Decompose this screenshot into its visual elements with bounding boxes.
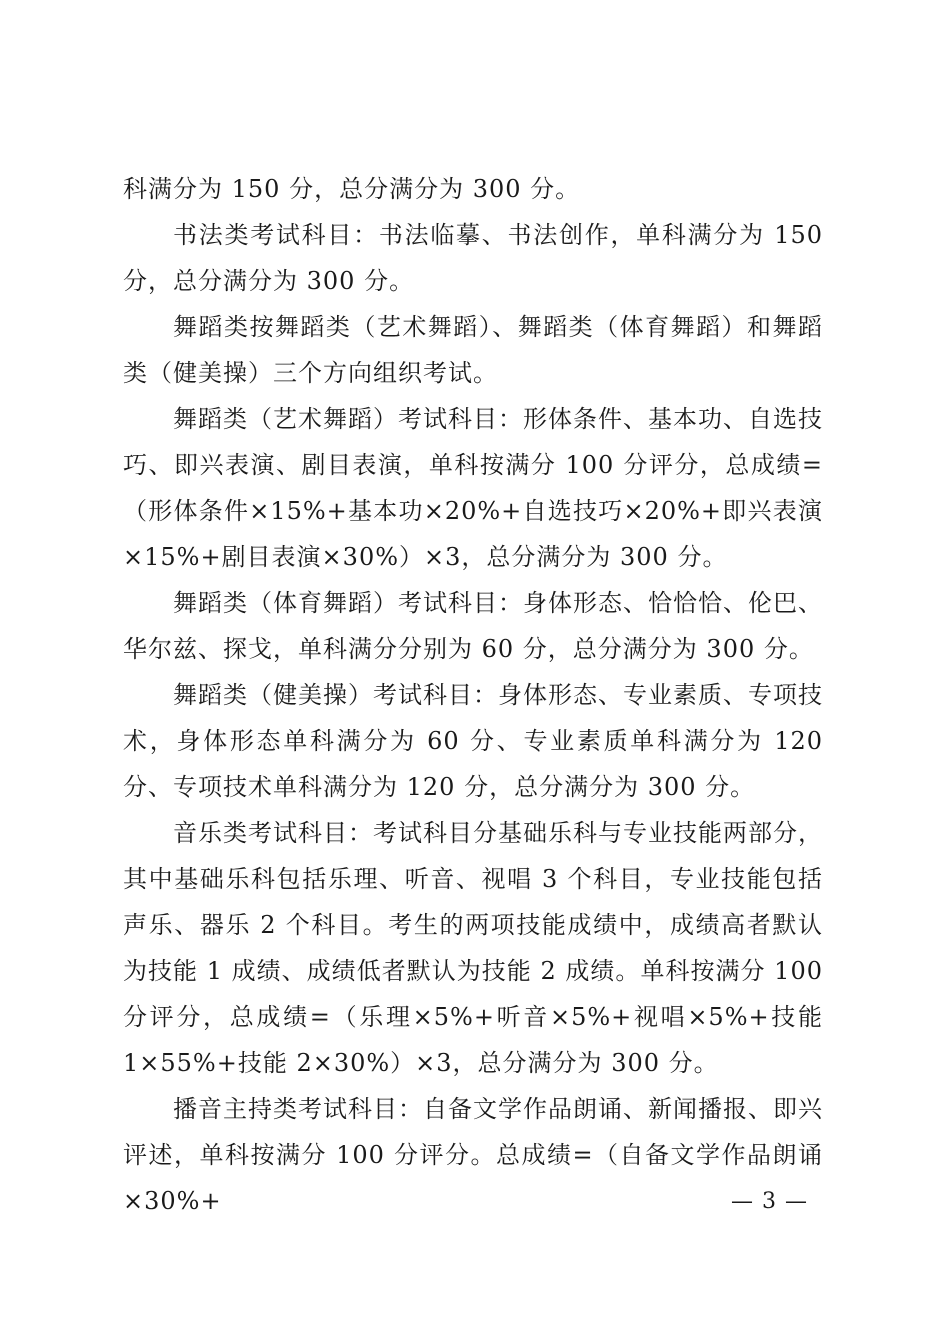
paragraph-dance-sport: 舞蹈类（体育舞蹈）考试科目：身体形态、恰恰恰、伦巴、华尔兹、探戈，单科满分分别为 60 分，总分满分为 300 分。 xyxy=(123,589,823,663)
paragraph-dance-overview: 舞蹈类按舞蹈类（艺术舞蹈）、舞蹈类（体育舞蹈）和舞蹈类（健美操）三个方向组织考试。 xyxy=(123,313,823,387)
paragraph-calligraphy: 书法类考试科目：书法临摹、书法创作，单科满分为 150 分，总分满分为 300 分。 xyxy=(123,221,823,295)
paragraph-dance-aerobics: 舞蹈类（健美操）考试科目：身体形态、专业素质、专项技术，身体形态单科满分为 60 分、专业素质单科满分为 120 分、专项技术单科满分为 120 分，总分满分为 300 分。 xyxy=(123,681,823,801)
document-body xyxy=(123,166,823,1224)
paragraph-continuation: 科满分为 150 分，总分满分为 300 分。 xyxy=(123,175,581,203)
paragraph-music: 音乐类考试科目：考试科目分基础乐科与专业技能两部分，其中基础乐科包括乐理、听音、视唱 3 个科目，专业技能包括声乐、器乐 2 个科目。考生的两项技能成绩中，成绩高者默认为技能 1 成绩、成绩低者默认为技能 2 成绩。单科按满分 100 分评分，总成绩=（乐理×5%+听音×5%+视唱×5%+技能 1×55%+技能 2×30%）×3，总分满分为 300 分。 xyxy=(123,819,823,1077)
page-number: — 3 — xyxy=(731,1189,808,1214)
paragraph-broadcasting: 播音主持类考试科目：自备文学作品朗诵、新闻播报、即兴评述，单科按满分 100 分评分。总成绩=（自备文学作品朗诵×30%+ xyxy=(123,1095,823,1215)
paragraph-dance-art: 舞蹈类（艺术舞蹈）考试科目：形体条件、基本功、自选技巧、即兴表演、剧目表演，单科按满分 100 分评分，总成绩=（形体条件×15%+基本功×20%+自选技巧×20%+即兴表演×15%+剧目表演×30%）×3，总分满分为 300 分。 xyxy=(123,405,823,571)
